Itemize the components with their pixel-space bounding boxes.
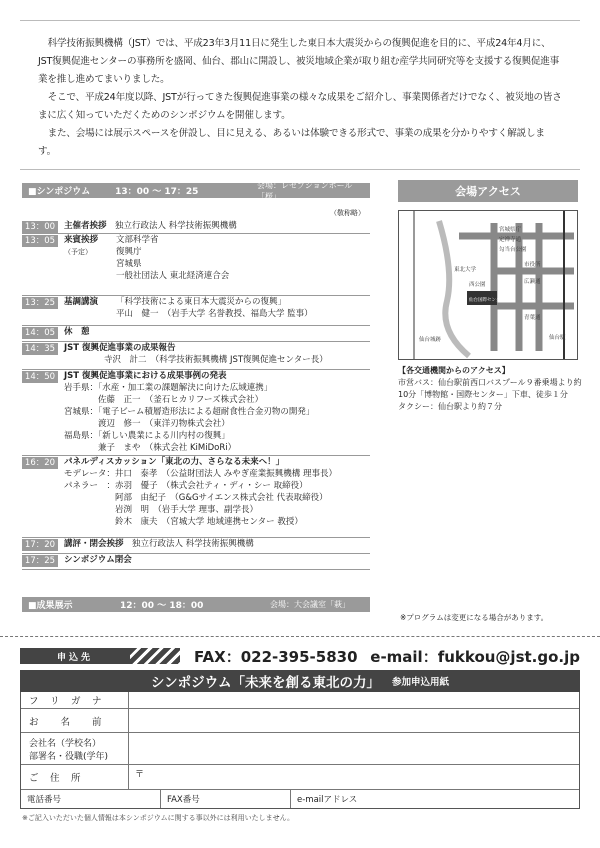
schedule-row	[22, 554, 370, 570]
schedule-line: 復興庁	[116, 247, 142, 257]
stripe-decoration	[130, 648, 180, 664]
contact-email[interactable]: e-mail：fukkou@jst.go.jp	[370, 647, 580, 666]
schedule-time: 17：25	[22, 555, 58, 567]
schedule-line: 宮城県：「電子ビーム積層造形法による超耐食性合金刃物の開発」	[64, 407, 315, 417]
schedule-line: モデレータ：井口 泰孝 （公益財団法人 みやぎ産業振興機構 理事長）	[64, 469, 337, 479]
schedule-line: 平山 健一 （岩手大学 名誉教授、福島大学 監事）	[116, 309, 313, 319]
exhibit-title: ■成果展示	[28, 601, 73, 611]
name-label: お 名 前	[21, 709, 129, 732]
schedule-row	[22, 326, 370, 342]
honorific-note: （敬称略）	[330, 209, 365, 217]
furigana-label: フ リ ガ ナ	[21, 692, 129, 708]
schedule-line: 岩渕 明 （岩手大学 理事、副学長）	[64, 505, 258, 515]
map-label: 勾当台公園	[499, 247, 527, 253]
symposium-header	[22, 180, 370, 201]
application-form	[20, 692, 580, 809]
schedule-line: 鈴木 康夫 （宮城大学 地域連携センター 教授）	[64, 517, 303, 527]
map-label: 定禅寺通	[499, 237, 522, 243]
schedule-label: 来賓挨拶	[64, 235, 99, 245]
schedule-line: 「科学技術による東日本大震災からの復興」	[116, 297, 287, 307]
schedule-row	[22, 370, 370, 456]
schedule-time: 14：50	[22, 371, 58, 383]
phone-label: 電話番号	[27, 795, 62, 805]
privacy-note: ※ご記入いただいた個人情報は本シンポジウムに関する事以外には利用いたしません。	[22, 814, 295, 822]
schedule-line: 佐藤 正一 （釜石ヒカリフーズ株式会社）	[64, 395, 264, 405]
phone-field[interactable]	[21, 790, 161, 808]
schedule-line: 独立行政法人 科学技術振興機構	[115, 221, 237, 231]
map-label: 青葉通	[524, 315, 541, 321]
name-field[interactable]	[129, 709, 579, 732]
schedule-line: 兼子 まや （株式会社 KiMiDoRi）	[64, 443, 237, 453]
schedule-line: 寺沢 計二 （科学技術振興機構 JST復興促進センター長）	[104, 355, 328, 365]
fax-label: FAX番号	[167, 795, 200, 805]
schedule-label: シンポジウム閉会	[64, 555, 132, 565]
schedule-label: 講評・閉会挨拶	[64, 539, 124, 549]
schedule-row	[22, 234, 370, 296]
transit-bus: 市営バス：仙台駅前西口バスプール９番乗場より約10分「博物館・国際センター」下車、徒歩１分	[398, 378, 582, 399]
schedule-line: 独立行政法人 科学技術振興機構	[132, 539, 254, 549]
schedule-label: パネルディスカッション「東北の力、さらなる未来へ！」	[64, 457, 285, 467]
schedule-line: 一般社団法人 東北経済連合会	[116, 271, 230, 281]
symposium-venue: 会場：レセプションホール「桜」	[257, 180, 353, 201]
schedule-note: （予定）	[64, 248, 92, 256]
map-label: 広瀬通	[524, 279, 541, 285]
company-label: 会社名（学校名）	[29, 738, 102, 749]
schedule-line: 宮城県	[116, 259, 142, 269]
schedule-label: JST 復興促進事業の成果報告	[64, 343, 176, 353]
schedule-list	[22, 220, 370, 570]
schedule-time: 13：05	[22, 235, 58, 247]
schedule-row	[22, 456, 370, 538]
form-row-furigana	[21, 692, 579, 709]
map-label: 仙台駅	[549, 335, 566, 341]
form-title-sub: 参加申込用紙	[392, 677, 450, 688]
schedule-time: 16：20	[22, 457, 58, 469]
address-field[interactable]	[129, 765, 579, 789]
schedule-label: JST 復興促進事業における成果事例の発表	[64, 371, 227, 381]
form-row-name	[21, 709, 579, 733]
contact-fax: FAX：022-395-5830	[194, 647, 358, 666]
symposium-time: 13：00 〜 17：25	[115, 187, 199, 197]
department-label: 部署名・役職(学年)	[29, 751, 109, 762]
address-label: ご 住 所	[21, 765, 129, 789]
schedule-time: 13：00	[22, 221, 58, 233]
intro-paragraph-3: また、会場には展示スペースを併設し、目に見える、あるいは体験できる形式で、事業の成果を分かりやすく解説します。	[38, 128, 545, 157]
schedule-time: 14：35	[22, 343, 58, 355]
form-row-contact	[21, 790, 579, 808]
email-field[interactable]	[291, 790, 579, 808]
fax-field[interactable]	[161, 790, 291, 808]
transit-taxi: タクシー：仙台駅より約７分	[398, 402, 502, 411]
transit-heading: 【各交通機関からのアクセス】	[398, 366, 510, 375]
form-row-address	[21, 765, 579, 790]
schedule-line: 文部科学省	[116, 235, 159, 245]
schedule-label: 休 憩	[64, 327, 90, 337]
postal-mark: 〒	[135, 770, 145, 780]
intro-section	[20, 20, 580, 170]
schedule-line: パネラー ：赤羽 優子 （株式会社ティ・ディ・シー 取締役）	[64, 481, 308, 491]
schedule-time: 14：05	[22, 327, 58, 339]
schedule-line: 阿部 由紀子 （G&Gサイエンス株式会社 代表取締役）	[64, 493, 328, 503]
furigana-field[interactable]	[129, 692, 579, 708]
exhibit-header	[22, 597, 370, 612]
exhibit-venue: 会場：大会議室「萩」	[270, 600, 350, 609]
map-svg	[399, 211, 578, 360]
access-title: 会場アクセス	[398, 180, 578, 202]
exhibit-time: 12：00 〜 18：00	[120, 601, 204, 611]
schedule-row	[22, 296, 370, 326]
intro-paragraph-2: そこで、平成24年度以降、JSTが行ってきた復興促進事業の様々な成果をご紹介し、事業関係者だけでなく、被災地の皆さまに広く知っていただくためのシンポジウムを開催します。	[38, 92, 562, 121]
map-label: 仙台城跡	[419, 337, 442, 343]
form-title-main: シンポジウム「未来を創る東北の力」	[150, 675, 380, 691]
form-row-company	[21, 733, 579, 765]
symposium-title: ■シンポジウム	[28, 187, 91, 197]
contact-bar	[20, 647, 580, 665]
schedule-row	[22, 342, 370, 370]
schedule-label: 基調講演	[64, 297, 99, 307]
form-title	[20, 670, 580, 692]
email-label: e-mailアドレス	[297, 795, 358, 805]
intro-paragraph-1: 科学技術振興機構（JST）では、平成23年3月11日に発生した東日本大震災からの復興促進を目的に、平成24年4月に、JST復興促進センターの事務所を盛岡、仙台、郡山に開設し、被災地域企業が取り組む産学共同研究等を支援する復興促進事業を推し進めてまいりました。	[38, 38, 560, 85]
company-field[interactable]	[129, 733, 579, 764]
map-label: 西公園	[469, 282, 486, 288]
schedule-row	[22, 538, 370, 554]
transit-info	[398, 365, 583, 413]
schedule-row	[22, 220, 370, 234]
schedule-line: 岩手県：「水産・加工業の課題解決に向けた広域連携」	[64, 383, 273, 393]
schedule-line: 福島県：「新しい農業による川内村の復興」	[64, 431, 230, 441]
schedule-line: 渡辺 修一 （東洋刃物株式会社）	[64, 419, 230, 429]
schedule-label: 主催者挨拶	[64, 221, 107, 231]
schedule-time: 17：20	[22, 539, 58, 551]
map-label: 市役所	[524, 262, 541, 268]
map-label: 東北大学	[454, 267, 477, 273]
cut-line	[0, 636, 600, 637]
access-map	[398, 210, 578, 360]
program-note: ※プログラムは変更になる場合があります。	[400, 613, 549, 622]
schedule-time: 13：25	[22, 297, 58, 309]
map-label: 宮城県庁	[499, 227, 522, 233]
map-label: 仙台国際センター	[469, 298, 505, 303]
contact-dest-label: 申込先	[20, 648, 130, 664]
